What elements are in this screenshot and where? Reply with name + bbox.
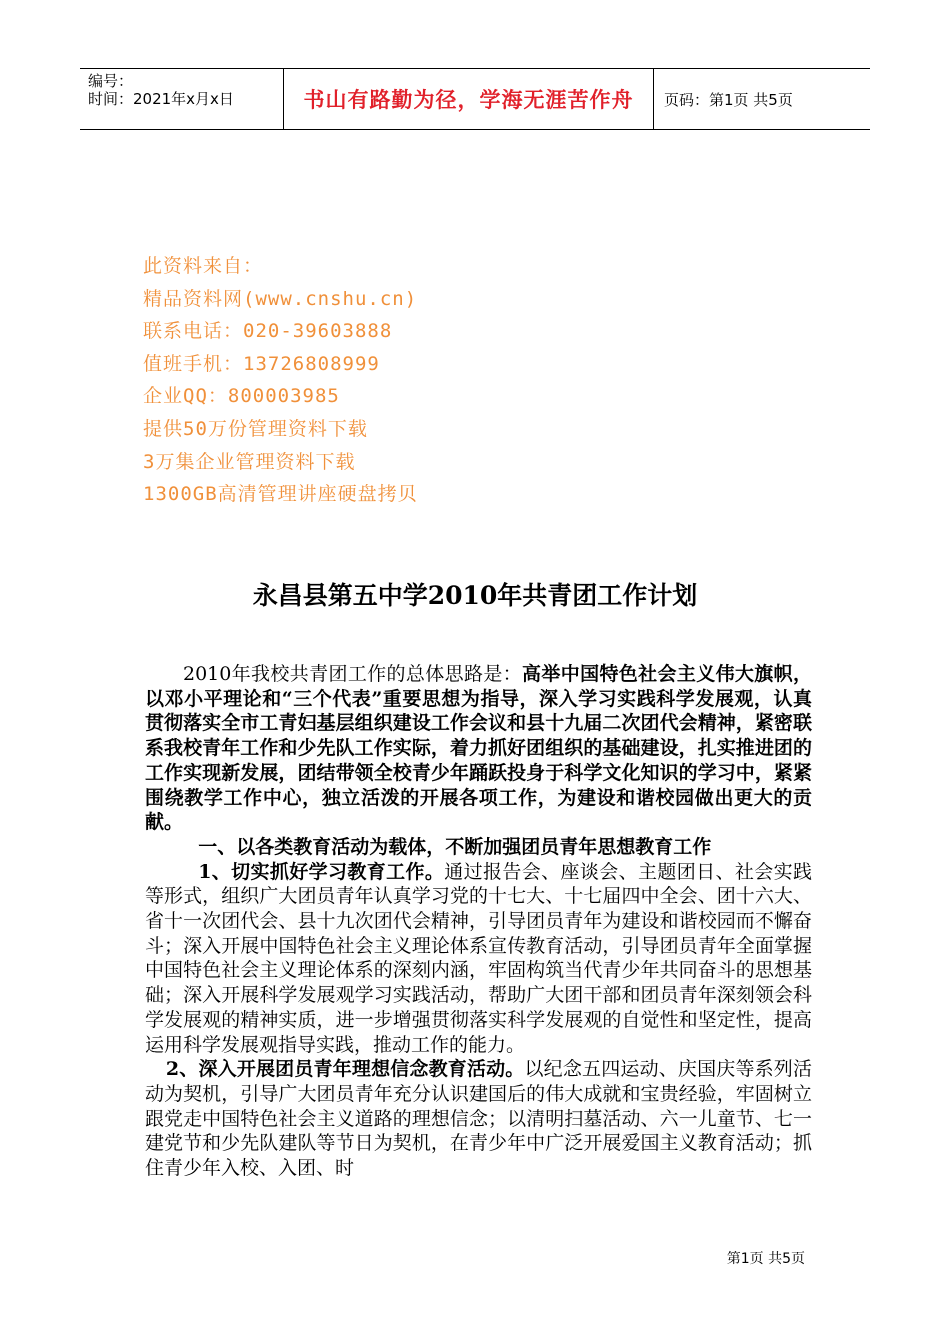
- promo-line: 联系电话：020-39603888: [143, 320, 393, 343]
- promo-line: 此资料来自：: [143, 255, 264, 277]
- paragraph: [145, 1057, 812, 1181]
- document-title: 永昌县第五中学2010年共青团工作计划: [252, 581, 698, 610]
- header-meta: [88, 72, 283, 108]
- header-motto: 书山有路勤为径，学海无涯苦作舟: [303, 88, 634, 112]
- promo-line: 企业QQ：800003985: [143, 385, 340, 408]
- promo-line: 提供50万份管理资料下载: [143, 417, 368, 440]
- header-time: 时间：2021年x月x日: [88, 90, 234, 108]
- section-heading: 一、以各类教育活动为载体，不断加强团员青年思想教育工作: [198, 835, 712, 858]
- paragraph: [145, 860, 812, 1058]
- promo-line: 值班手机：13726808999: [143, 352, 380, 375]
- paragraph-lead: 2010年我校共青团工作的总体思路是：: [183, 663, 523, 685]
- item-text: 以纪念五四运动、庆国庆等系列活动为契机，引导广大团员青年充分认识建国后的伟大成就和宝贵经验，牢固树立跟党走中国特色社会主义道路的理想信念；以清明扫墓活动、六一儿童节、七一建党节和少先队建队等节日为契机，在青少年中广泛开展爱国主义教育活动；抓住青少年入校、入团、时: [145, 1058, 812, 1180]
- paragraph-emphasis: 高举中国特色社会主义伟大旗帜，以邓小平理论和“三个代表”重要思想为指导，深入学习实践科学发展观，认真贯彻落实全市工青妇基层组织建设工作会议和县十九届二次团代会精神，紧密联系我校青年工作和少先队工作实际，着力抓好团组织的基础建设，扎实推进团的工作实现新发展，团结带领全校青少年踊跃投身于科学文化知识的学习中，紧紧围绕教学工作中心，独立活泼的开展各项工作，为建设和谐校园做出更大的贡献。: [145, 663, 812, 834]
- promo-block: [143, 250, 418, 511]
- page-header: [80, 68, 870, 130]
- promo-line: 精品资料网(www.cnshu.cn): [143, 287, 418, 310]
- item-heading: 1、切实抓好学习教育工作。: [198, 860, 445, 883]
- document-body: [145, 662, 812, 1181]
- header-divider: [653, 69, 654, 129]
- item-text: 通过报告会、座谈会、主题团日、社会实践等形式，组织广大团员青年认真学习党的十七大、十七届四中全会、团十六大、省十一次团代会、县十九次团代会精神，引导团员青年为建设和谐校园而不懈奋斗；深入开展中国特色社会主义理论体系宣传教育活动，引导团员青年全面掌握中国特色社会主义理论体系的深刻内涵，牢固构筑当代青少年共同奋斗的思想基础；深入开展科学发展观学习实践活动，帮助广大团干部和团员青年深刻领会科学发展观的精神实质，进一步增强贯彻落实科学发展观的自觉性和坚定性，提高运用科学发展观指导实践，推动工作的能力。: [145, 860, 812, 1056]
- item-heading: 2、深入开展团员青年理想信念教育活动。: [165, 1058, 525, 1081]
- promo-line: 1300GB高清管理讲座硬盘拷贝: [143, 483, 418, 506]
- paragraph: [145, 662, 812, 835]
- page-footer: 第1页 共5页: [726, 1251, 805, 1267]
- header-number: 编号：: [88, 72, 134, 90]
- promo-line: 3万集企业管理资料下载: [143, 450, 356, 473]
- header-page-info: 页码：第1页 共5页: [664, 90, 793, 109]
